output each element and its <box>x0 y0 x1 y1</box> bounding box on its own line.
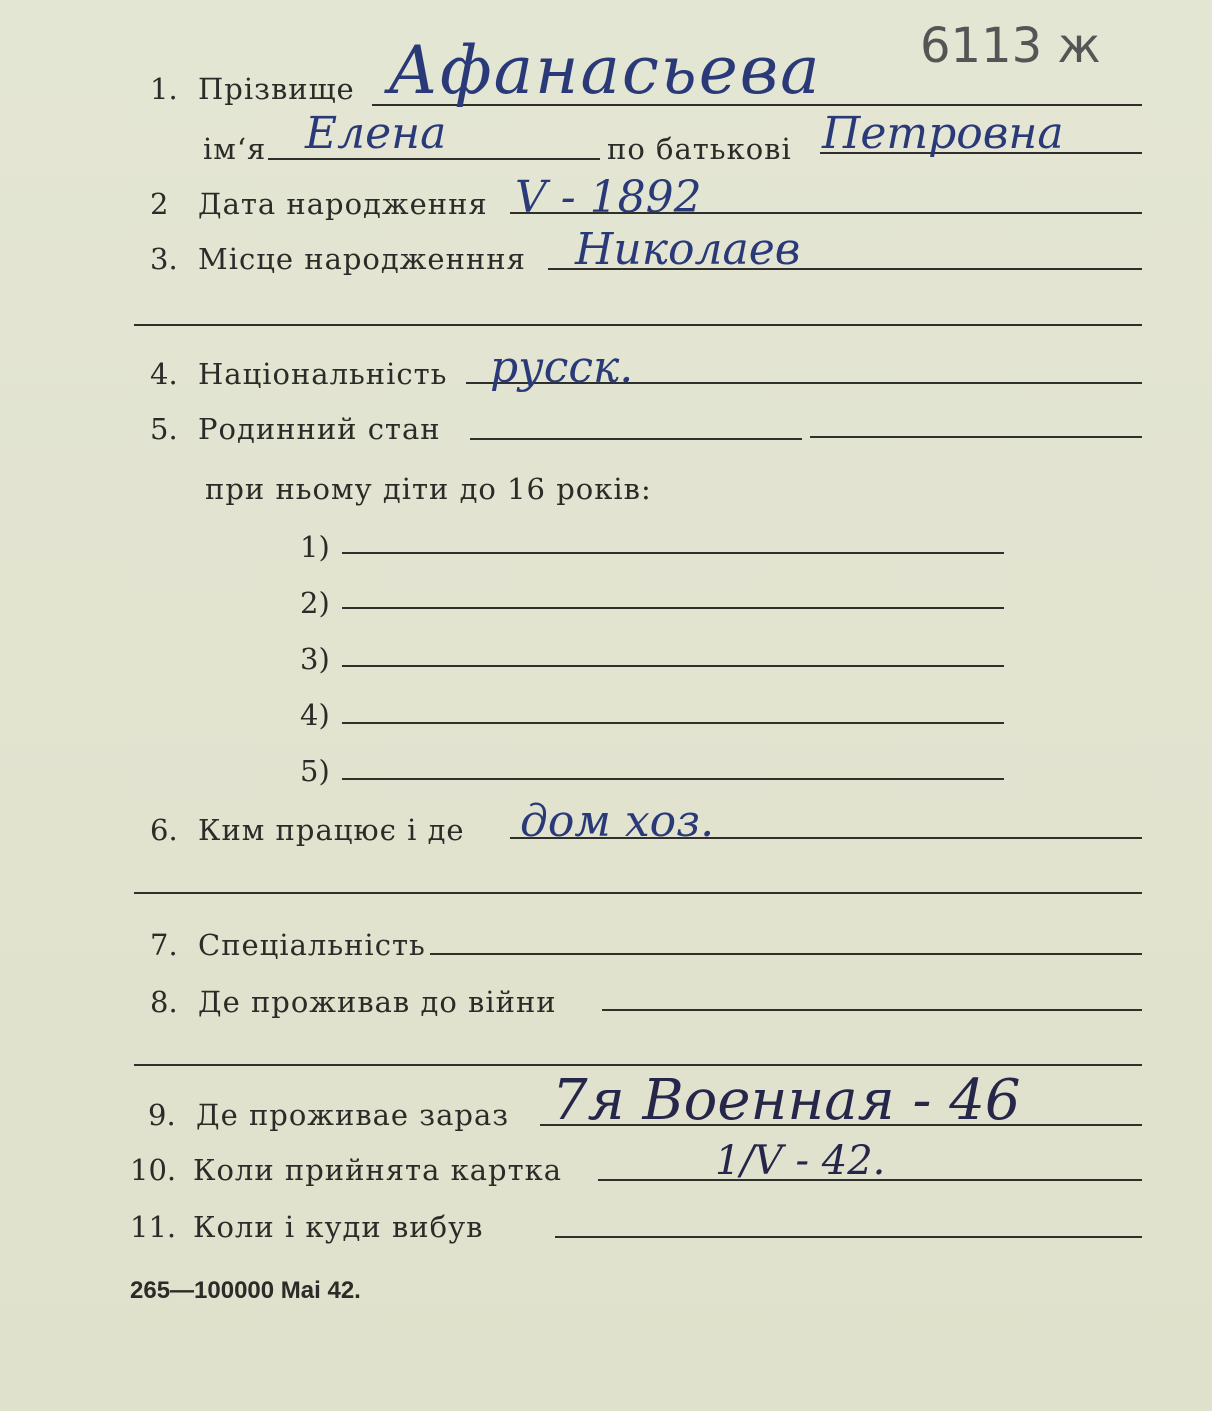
specialty-line <box>430 953 1142 955</box>
marital-status-line-b <box>810 436 1142 438</box>
birth-place-extra-line <box>134 324 1142 326</box>
marital-status-label: Родинний стан <box>198 412 441 446</box>
patronymic-label: по батькові <box>607 132 792 166</box>
prewar-residence-label: Де проживав до війни <box>198 985 557 1019</box>
field-8-number: 8. <box>150 985 178 1019</box>
child-3-number: 3) <box>300 642 330 676</box>
child-4-line <box>342 722 1004 724</box>
marital-status-line-a <box>470 438 802 440</box>
field-1-number: 1. <box>150 72 178 106</box>
card-accepted-value[interactable]: 1/V - 42. <box>715 1138 886 1184</box>
current-residence-label: Де проживае зараз <box>196 1098 510 1132</box>
birth-place-value[interactable]: Николаев <box>575 224 801 275</box>
nationality-label: Національність <box>198 357 448 391</box>
surname-label: Прізвище <box>198 72 355 106</box>
field-5-number: 5. <box>150 412 178 446</box>
current-residence-value[interactable]: 7я Военная - 46 <box>552 1068 1021 1133</box>
stamp-number: 6113 ж <box>920 18 1101 74</box>
field-11-number: 11. <box>130 1210 177 1244</box>
departure-label: Коли і куди вибув <box>193 1210 484 1244</box>
field-9-number: 9. <box>148 1098 176 1132</box>
prewar-residence-extra-line <box>134 1064 1142 1066</box>
children-label: при ньому діти до 16 років: <box>205 472 652 506</box>
occupation-label: Ким працює і де <box>198 813 465 847</box>
field-10-number: 10. <box>130 1153 177 1187</box>
field-7-number: 7. <box>150 928 178 962</box>
birth-date-value[interactable]: V - 1892 <box>515 172 702 223</box>
field-4-number: 4. <box>150 357 178 391</box>
child-1-number: 1) <box>300 530 330 564</box>
child-1-line <box>342 552 1004 554</box>
first-name-value[interactable]: Елена <box>305 108 447 159</box>
occupation-value[interactable]: дом хоз. <box>520 796 715 847</box>
nationality-value[interactable]: русск. <box>490 342 634 393</box>
prewar-residence-line <box>602 1009 1142 1011</box>
field-2-number: 2 <box>150 187 169 221</box>
occupation-extra-line <box>134 892 1142 894</box>
first-name-label: ім‘я <box>203 132 267 166</box>
specialty-label: Спеціальність <box>198 928 426 962</box>
child-5-number: 5) <box>300 754 330 788</box>
child-2-number: 2) <box>300 586 330 620</box>
child-4-number: 4) <box>300 698 330 732</box>
patronymic-value[interactable]: Петровна <box>822 108 1064 159</box>
child-2-line <box>342 607 1004 609</box>
birth-date-label: Дата народження <box>198 187 488 221</box>
departure-line <box>555 1236 1142 1238</box>
card-accepted-label: Коли прийнята картка <box>193 1153 563 1187</box>
field-3-number: 3. <box>150 242 178 276</box>
field-6-number: 6. <box>150 813 178 847</box>
child-5-line <box>342 778 1004 780</box>
child-3-line <box>342 665 1004 667</box>
surname-value[interactable]: Афанасьева <box>388 32 822 109</box>
birth-place-label: Місце народженння <box>198 242 526 276</box>
print-code: 265—100000 Mai 42. <box>130 1277 361 1304</box>
